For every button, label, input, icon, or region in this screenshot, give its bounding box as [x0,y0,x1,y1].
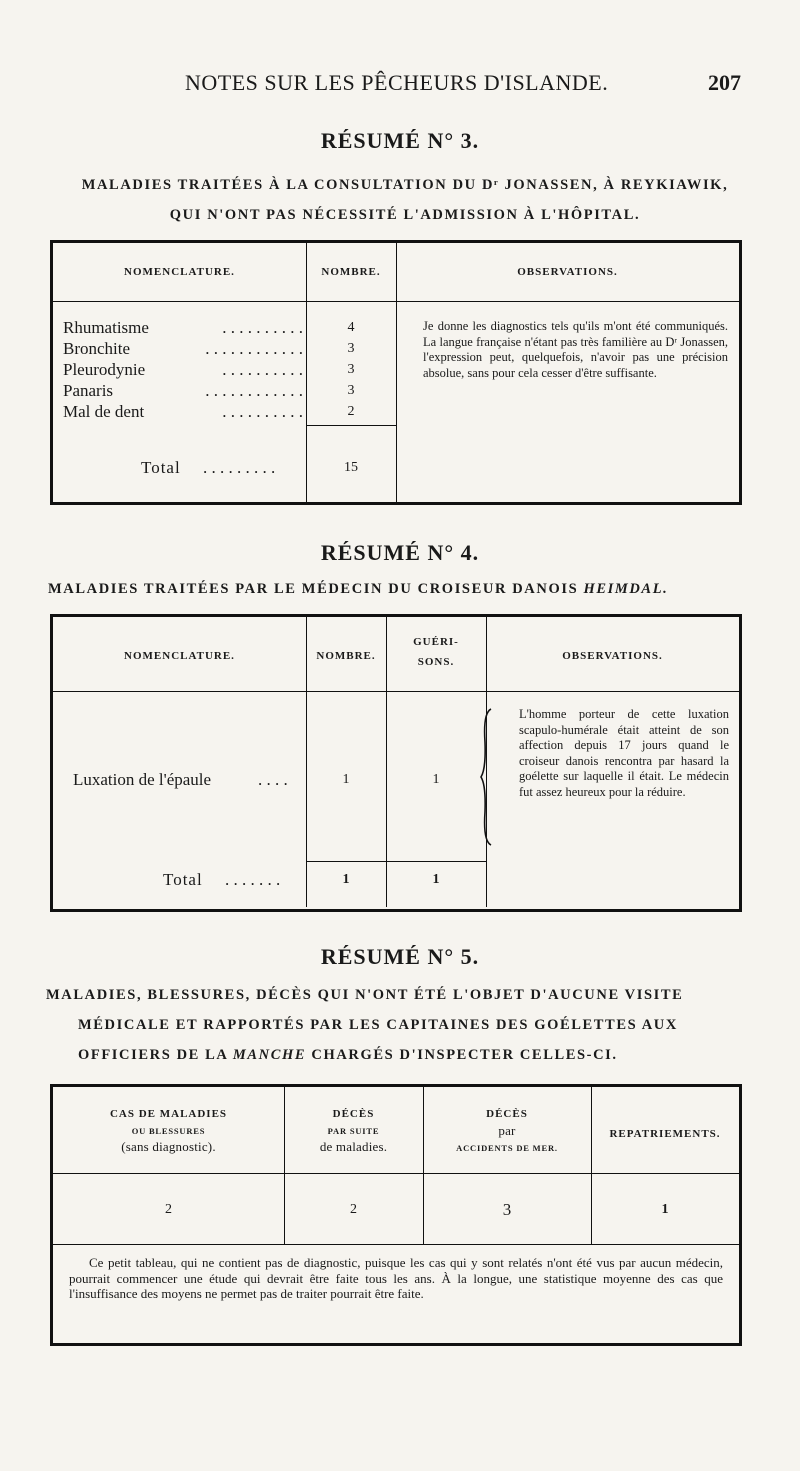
row-name: Pleurodynie [63,360,146,379]
col-header-deces2-line1: DÉCÈS [486,1108,528,1120]
page-number: 207 [708,70,741,95]
total-divider [306,861,486,862]
resume-3-subtitle-line1: MALADIES TRAITÉES À LA CONSULTATION DU Dʳ JONASSEN, À REYKIAWIK, [81,177,729,193]
page-header [0,62,800,102]
col-header-guerisons [386,635,486,669]
total-label: Total [163,870,203,889]
header-divider [53,301,739,302]
total-guerisons: 1 [432,872,440,887]
resume-3-subtitle-line2: QUI N'ONT PAS NÉCESSITÉ L'ADMISSION À L'HÔPITAL. [169,207,641,223]
leader-dots: . . . . . . . . . . . . [205,381,303,400]
resume-5-subtitle [46,980,766,1070]
leader-dots: . . . . . . . . . . [222,402,303,421]
col-header-cas [53,1107,284,1154]
resume-5-table [50,1084,742,1346]
subtitle-text: OFFICIERS DE LA [78,1047,233,1063]
resume-4-subtitle [48,574,768,604]
header-divider [53,1173,739,1174]
subtitle-text: CHARGÉS D'INSPECTER CELLES-CI. [306,1047,618,1063]
col-header-deces-accidents [423,1107,591,1155]
col-header-observations: OBSERVATIONS. [517,266,618,278]
leader-dots: . . . . . . . [225,870,281,889]
observation-text: L'homme porteur de cette luxation scapulo-humérale était atteint de son affection depuis 17 jours quand le croiseur danois rencontra par hasard la goélette sur laquelle il était. Le médecin fut assez heureux pour la réduire. [519,707,729,799]
value-cas: 2 [165,1202,172,1217]
ship-name: HEIMDAL. [583,581,669,597]
col-header-observations: OBSERVATIONS. [562,650,663,662]
col-header-cas-line1: CAS DE MALADIES [109,1108,228,1120]
value-rapatriements: 1 [661,1202,669,1217]
col-header-deces2-line3: ACCIDENTS DE MER. [456,1143,558,1153]
col-header-nomenclature: NOMENCLATURE. [124,650,235,662]
row-count: 3 [347,383,355,398]
row-guerisons: 1 [432,772,440,787]
col-header-deces1-line1: DÉCÈS [332,1108,375,1120]
bottom-divider [53,1244,739,1245]
leader-dots: . . . . . . . . . [203,458,276,477]
resume-4-subtitle-text: MALADIES TRAITÉES PAR LE MÉDECIN DU CROISEUR DANOIS [48,581,584,597]
row-name: Rhumatisme [63,318,149,337]
col-header-cas-line2: OU BLESSURES [131,1126,206,1136]
row-name: Bronchite [63,339,131,358]
col-header-deces1-line2: PAR SUITE [327,1126,380,1136]
row-name: Mal de dent [63,402,145,421]
resume-5-subtitle-line2: MÉDICALE ET RAPPORTÉS PAR LES CAPITAINES DES GOÉLETTES AUX [78,1017,678,1033]
col-header-guerisons-line1: GUÉRI- [413,636,459,648]
header-divider [53,691,739,692]
resume-5-subtitle-line3 [46,1040,766,1070]
resume-4-table [50,614,742,912]
resume-3-table [50,240,742,505]
divider [591,1087,592,1244]
observation-text: Je donne les diagnostics tels qu'ils m'ont été communiqués. La langue française n'étant pas très familière au Dʳ Jonassen, l'expression peut, quelquefois, n'avoir pas une précision absolue, sans pour cela cesser d'être suffisante. [423,319,728,380]
leader-dots: . . . . . . . . . . [222,360,303,379]
running-title: NOTES SUR LES PÊCHEURS D'ISLANDE. [185,70,609,95]
brace-icon [479,707,495,847]
row-name: Panaris [63,381,114,400]
row-count: 2 [347,404,355,419]
col-header-guerisons-line2: SONS. [417,656,455,668]
resume-3-subtitle [40,170,770,230]
resume-5-subtitle-line1: MALADIES, BLESSURES, DÉCÈS QUI N'ONT ÉTÉ L'OBJET D'AUCUNE VISITE [46,987,684,1003]
col-header-rapatriements: REPATRIEMENTS. [609,1128,721,1140]
total-divider [306,425,396,426]
divider [396,243,397,502]
leader-dots: . . . . . . . . . . [222,318,303,337]
row-count: 3 [347,362,355,377]
col-header-deces1-line3: de maladies. [319,1139,388,1154]
value-deces-accidents: 3 [502,1200,512,1219]
col-header-deces-maladies [284,1107,423,1154]
total-label: Total [141,458,181,477]
col-header-nombre: NOMBRE. [321,266,381,278]
leader-dots: . . . . [258,770,288,789]
col-header-cas-line3: (sans diagnostic). [121,1139,216,1154]
total-value: 15 [344,460,358,475]
row-name: Luxation de l'épaule [73,770,212,789]
col-header-nomenclature: NOMENCLATURE. [124,266,235,278]
note-text: Ce petit tableau, qui ne contient pas de diagnostic, puisque les cas qui y sont relatés n'ont été vus par aucun médecin, pourrait commencer une étude qui devrait être faite tous les ans. À la longue, une statistique moyenne des cas que l'insuffisance des moyens ne permet pas de traiter pourrait être faite. [69,1255,723,1301]
col-header-deces2-line2: par [498,1123,516,1138]
row-count: 4 [347,320,355,335]
col-header-nombre: NOMBRE. [316,650,376,662]
value-deces-maladies: 2 [350,1202,357,1217]
resume-4-title: RÉSUMÉ N° 4. [320,540,480,565]
leader-dots: . . . . . . . . . . . . [205,339,303,358]
resume-5-title: RÉSUMÉ N° 5. [320,944,480,969]
row-nombre: 1 [342,772,350,787]
subtitle-italic: MANCHE [232,1047,307,1063]
resume-3-title: RÉSUMÉ N° 3. [320,128,480,153]
total-nombre: 1 [342,872,350,887]
row-count: 3 [347,341,355,356]
